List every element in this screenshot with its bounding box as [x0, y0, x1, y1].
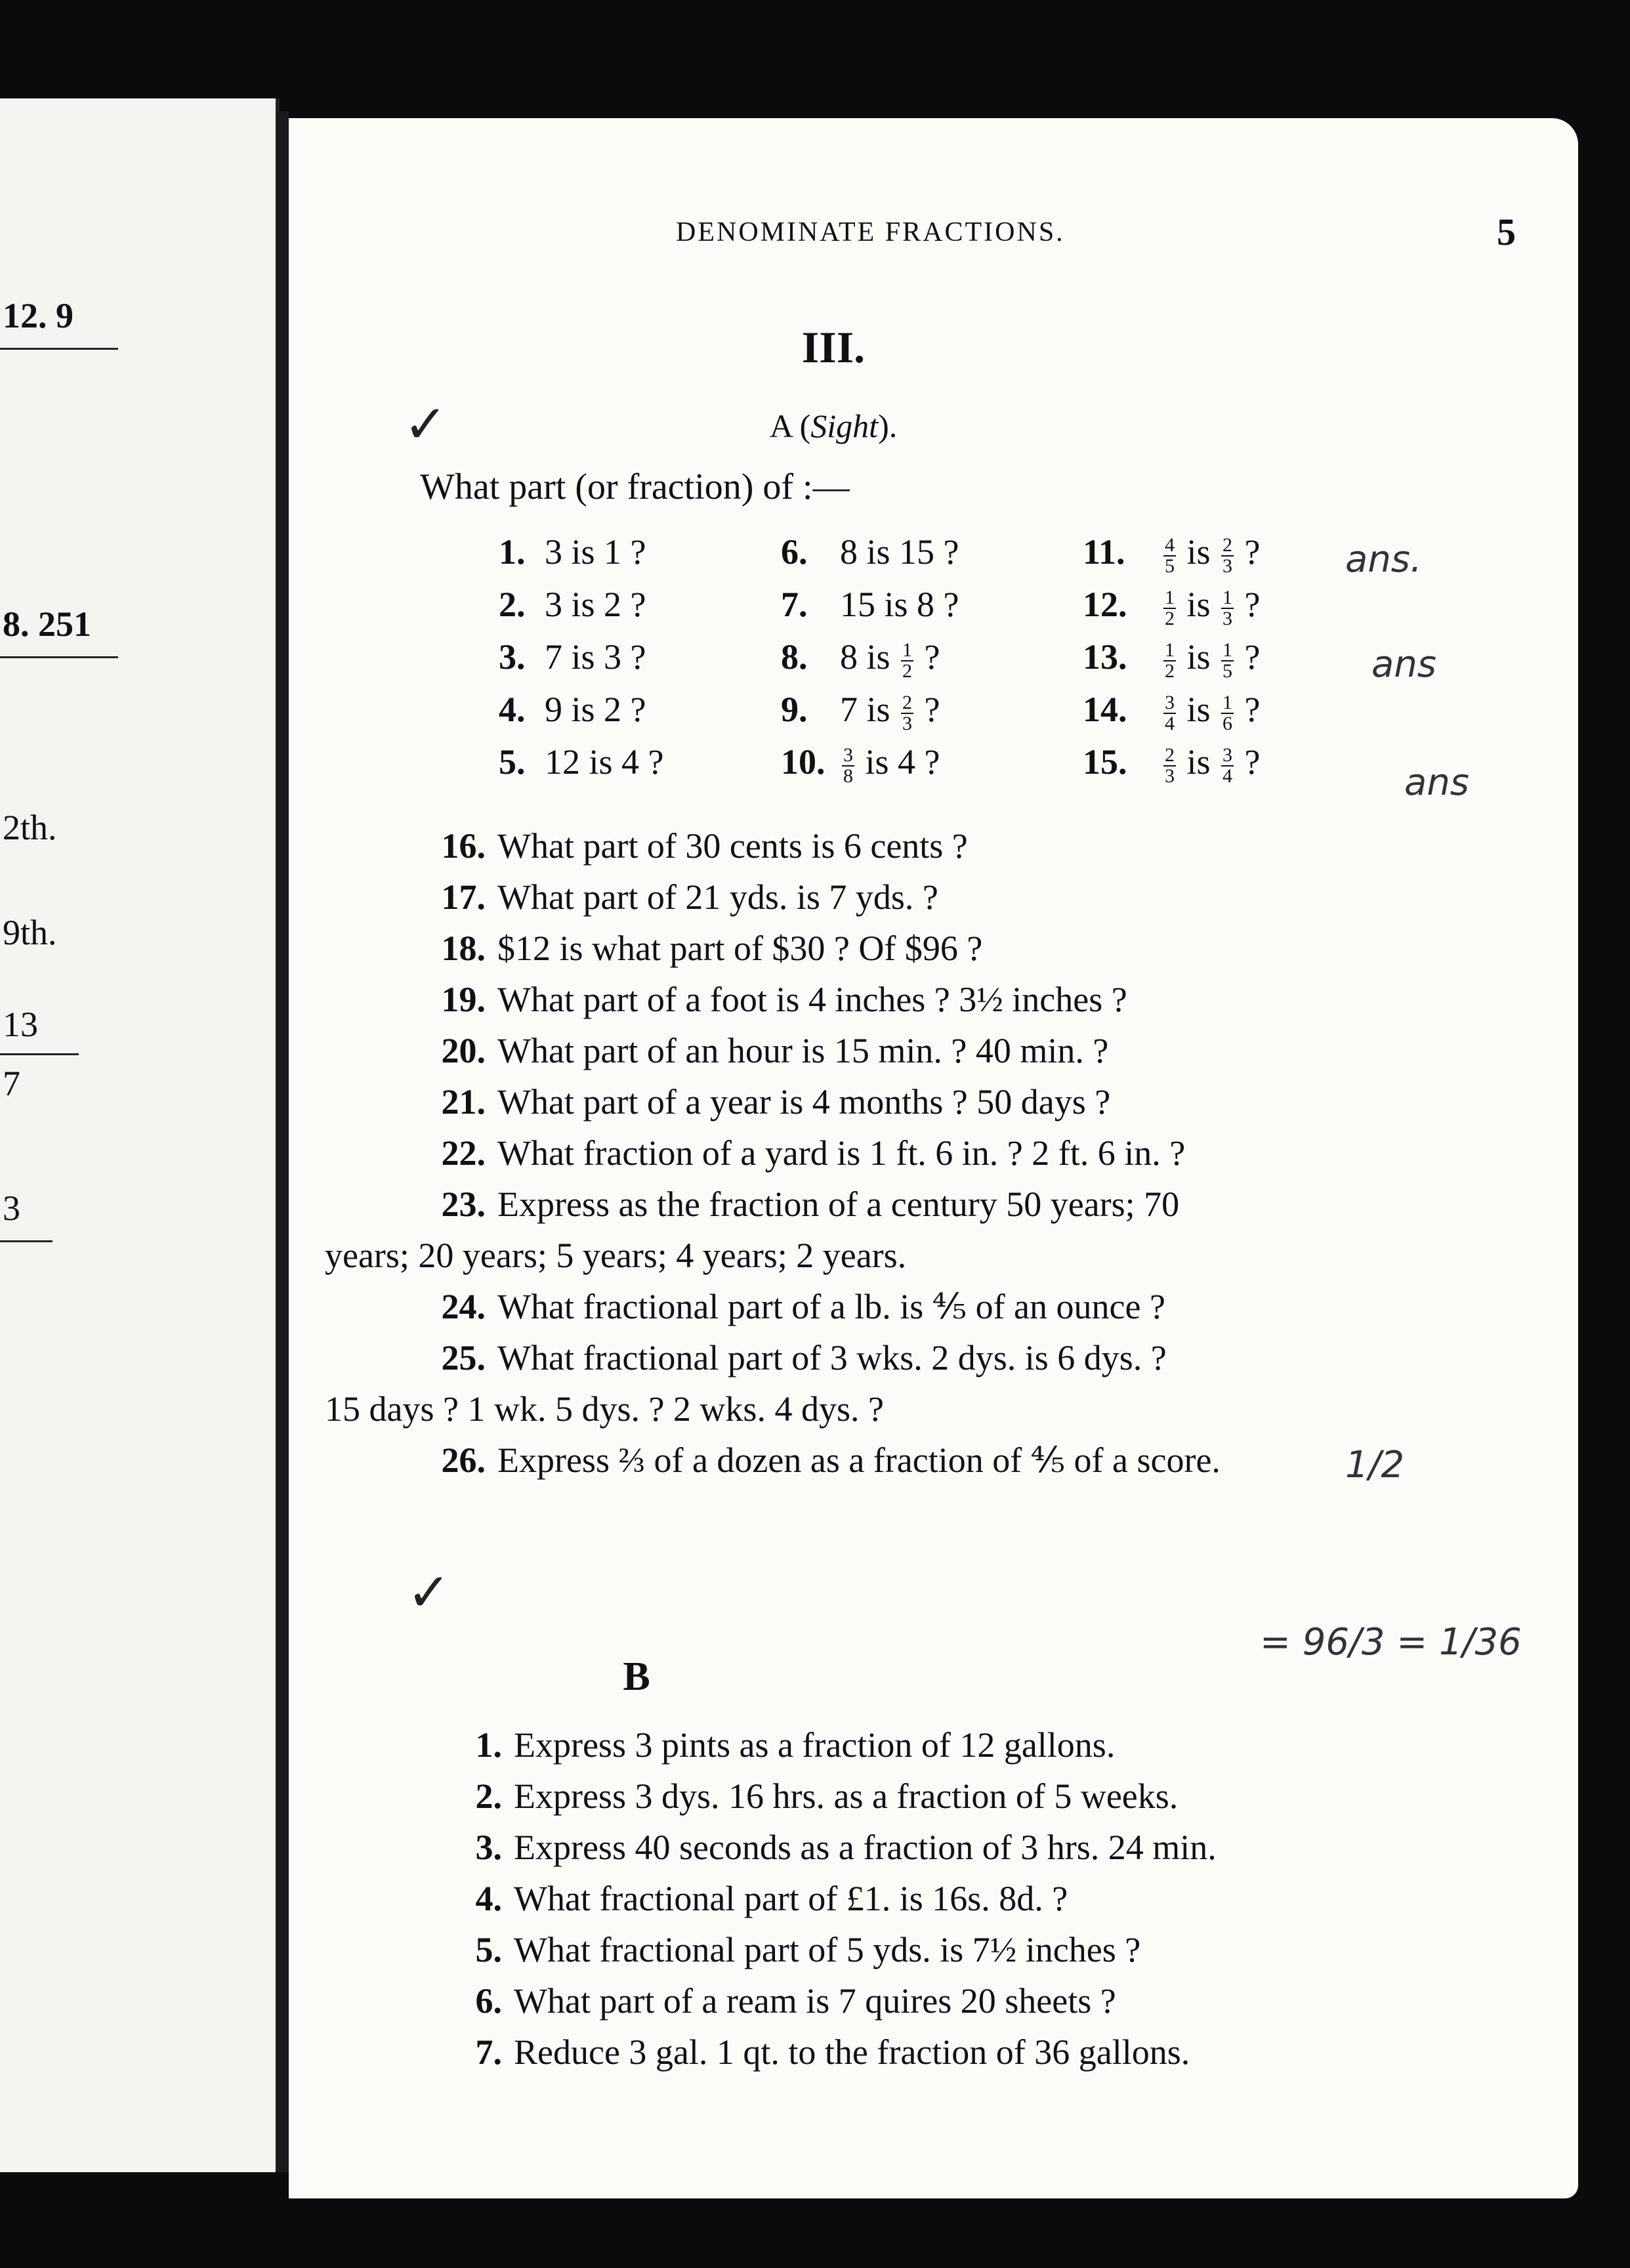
- problem-text: ?: [1236, 637, 1261, 677]
- problem-number: 24.: [441, 1287, 486, 1326]
- problem-text: 3 is 2 ?: [545, 585, 646, 624]
- section-b-title: B: [623, 1654, 650, 1699]
- problem-list-a: [325, 820, 1532, 1486]
- problem-text: years; 20 years; 5 years; 4 years; 2 years.: [325, 1236, 907, 1275]
- problem-number: 6.: [475, 1981, 502, 2021]
- problem-number: 11.: [1083, 532, 1125, 572]
- problem-text: What part of 21 yds. is 7 yds. ?: [497, 877, 938, 917]
- problem-number: 26.: [441, 1440, 486, 1480]
- intro-text: What part (or fraction) of :—: [420, 467, 850, 507]
- divider: [0, 348, 118, 350]
- problem-number: 1.: [499, 532, 526, 572]
- fraction-numerator: 2: [902, 691, 913, 713]
- fraction: [1221, 746, 1234, 786]
- problem-text: is 4 ?: [856, 742, 940, 782]
- problem-number: 1.: [475, 1725, 502, 1765]
- problem-number: 5.: [499, 742, 526, 782]
- problem-text: ?: [915, 690, 940, 729]
- fraction: [842, 746, 854, 786]
- grid-problem: [781, 637, 1083, 689]
- problem-item: [420, 1873, 1549, 1924]
- problem-text: What fractional part of 3 wks. 2 dys. is 6 dys. ?: [497, 1338, 1167, 1377]
- problem-item: [404, 1281, 1532, 1332]
- problem-item: [404, 1076, 1532, 1127]
- problem-item: [420, 1975, 1549, 2026]
- problem-text: Express ⅔ of a dozen as a fraction of ⅘ of a score.: [497, 1440, 1221, 1480]
- fraction-denominator: 3: [1165, 765, 1175, 787]
- fraction-denominator: 2: [1165, 660, 1175, 682]
- grid-problem: [1083, 742, 1411, 794]
- problem-number: 4.: [475, 1879, 502, 1918]
- problem-number: 8.: [781, 637, 808, 677]
- problem-text: ?: [1236, 532, 1261, 572]
- handwritten-note: ans.: [1345, 538, 1422, 581]
- problem-text: 7 is: [840, 690, 900, 729]
- problem-number: 23.: [441, 1185, 486, 1224]
- problem-item: [404, 1025, 1532, 1076]
- section-title: III.: [801, 322, 866, 372]
- check-mark-icon: ✓: [404, 394, 448, 455]
- fraction-numerator: 2: [1222, 534, 1233, 556]
- problem-item: [420, 1719, 1549, 1771]
- divider: [0, 1053, 79, 1055]
- fraction-denominator: 6: [1222, 712, 1233, 734]
- problem-number: 9.: [781, 690, 808, 729]
- problem-number: 5.: [475, 1930, 502, 1969]
- handwritten-note: 1/2: [1345, 1444, 1405, 1486]
- fraction: [1163, 640, 1176, 681]
- left-fragment: 12. 9: [3, 296, 73, 335]
- left-fragment: 3: [3, 1188, 20, 1228]
- problem-item: [420, 2026, 1549, 2078]
- fraction: [1221, 640, 1234, 681]
- problem-text: is: [1178, 585, 1220, 624]
- problem-text: ?: [915, 637, 940, 677]
- handwritten-note: = 96/3 = 1/36: [1260, 1621, 1522, 1664]
- fraction: [1221, 536, 1234, 576]
- grid-problem: [499, 742, 781, 794]
- grid-row: [499, 637, 1483, 689]
- problem-text: What part of a ream is 7 quires 20 sheets ?: [514, 1981, 1116, 2021]
- fraction: [1163, 536, 1176, 576]
- fraction: [1163, 746, 1176, 786]
- problem-number: 10.: [781, 742, 825, 782]
- problem-number: 21.: [441, 1082, 486, 1122]
- left-fragment: 13: [3, 1005, 38, 1044]
- problem-number: 14.: [1083, 690, 1127, 729]
- grid-row: [499, 584, 1483, 637]
- problem-item: [404, 1127, 1532, 1179]
- problem-text: Express 3 pints as a fraction of 12 gallons.: [514, 1725, 1116, 1765]
- left-fragment: 2th.: [3, 808, 57, 847]
- problem-text: is: [1178, 742, 1220, 782]
- problem-text: 15 is 8 ?: [840, 585, 959, 624]
- problem-text: What fractional part of a lb. is ⅘ of an ounce ?: [497, 1287, 1165, 1326]
- fraction-numerator: 1: [902, 639, 913, 661]
- problem-text: is: [1178, 637, 1220, 677]
- problem-number: 4.: [499, 690, 526, 729]
- fraction: [1163, 693, 1176, 734]
- left-fragment: 7: [3, 1064, 20, 1103]
- problem-item: [404, 1179, 1532, 1230]
- grid-row: [499, 689, 1483, 742]
- grid-problem: [781, 532, 1083, 584]
- fraction-denominator: 4: [1222, 765, 1233, 787]
- grid-row: [499, 742, 1483, 794]
- fraction: [901, 693, 913, 734]
- problem-item: [420, 1822, 1549, 1873]
- page-header: [289, 211, 1578, 262]
- grid-problem: [1083, 689, 1411, 742]
- fraction-numerator: 1: [1165, 639, 1175, 661]
- check-mark-icon: ✓: [407, 1562, 451, 1623]
- fraction-numerator: 4: [1165, 534, 1175, 556]
- problem-item: [420, 1924, 1549, 1975]
- problem-text: 8 is: [840, 637, 900, 677]
- fraction-numerator: 1: [1222, 639, 1233, 661]
- left-fragment: 9th.: [3, 913, 57, 952]
- problem-text: 9 is 2 ?: [545, 690, 646, 729]
- book-page: [289, 118, 1578, 2198]
- problem-number: 25.: [441, 1338, 486, 1377]
- grid-problem: [781, 742, 1083, 794]
- grid-problem: [499, 637, 781, 689]
- fraction: [901, 640, 913, 681]
- problem-number: 3.: [475, 1828, 502, 1867]
- grid-problem: [499, 689, 781, 742]
- left-page: [0, 98, 280, 2172]
- fraction-numerator: 1: [1222, 691, 1233, 713]
- problem-item: [404, 820, 1532, 872]
- fraction-numerator: 1: [1222, 586, 1233, 608]
- problem-number: 7.: [475, 2032, 502, 2072]
- subtitle-letter: A: [769, 408, 792, 444]
- grid-problem: [781, 689, 1083, 742]
- fraction-denominator: 3: [1222, 607, 1233, 629]
- grid-problem: [499, 584, 781, 637]
- running-title: DENOMINATE FRACTIONS.: [676, 217, 1065, 247]
- problem-text: ?: [1236, 742, 1261, 782]
- fraction-numerator: 1: [1165, 586, 1175, 608]
- divider: [0, 1240, 52, 1242]
- problem-number: 18.: [441, 929, 486, 968]
- fraction-denominator: 8: [843, 765, 853, 787]
- problem-continuation: [325, 1230, 1532, 1281]
- problem-text: 8 is 15 ?: [840, 532, 959, 572]
- problem-text: Express 40 seconds as a fraction of 3 hrs. 24 min.: [514, 1828, 1217, 1867]
- divider: [0, 656, 118, 658]
- page-number: 5: [1497, 211, 1516, 253]
- problem-number: 13.: [1083, 637, 1127, 677]
- grid-problem: [781, 584, 1083, 637]
- problem-item: [420, 1771, 1549, 1822]
- problem-text: $12 is what part of $30 ? Of $96 ?: [497, 929, 983, 968]
- fraction-denominator: 4: [1165, 712, 1175, 734]
- problem-text: is: [1178, 532, 1220, 572]
- problem-text: 12 is 4 ?: [545, 742, 664, 782]
- fraction-denominator: 5: [1222, 660, 1233, 682]
- grid-row: [499, 532, 1483, 584]
- problem-text: ?: [1236, 690, 1261, 729]
- problem-text: is: [1178, 690, 1220, 729]
- problem-number: 22.: [441, 1133, 486, 1173]
- problem-item: [404, 872, 1532, 923]
- problem-text: 7 is 3 ?: [545, 637, 646, 677]
- fraction-numerator: 3: [1165, 691, 1175, 713]
- fraction: [1221, 693, 1234, 734]
- problem-number: 12.: [1083, 585, 1127, 624]
- problem-text: What part of an hour is 15 min. ? 40 min. ?: [497, 1031, 1109, 1070]
- problem-number: 16.: [441, 826, 486, 866]
- grid-problem: [499, 532, 781, 584]
- fraction-denominator: 3: [902, 712, 913, 734]
- book-gutter: [276, 112, 289, 2172]
- problem-number: 19.: [441, 980, 486, 1019]
- problem-item: [404, 1332, 1532, 1383]
- problem-number: 7.: [781, 585, 808, 624]
- problem-number: 2.: [475, 1776, 502, 1816]
- handwritten-note: ans: [1371, 643, 1436, 686]
- problem-number: 20.: [441, 1031, 486, 1070]
- fraction-numerator: 2: [1165, 744, 1175, 766]
- problem-item: [404, 923, 1532, 974]
- problem-text: What part of 30 cents is 6 cents ?: [497, 826, 968, 866]
- subtitle-italic: Sight: [810, 408, 879, 444]
- problem-number: 6.: [781, 532, 808, 572]
- problem-text: What part of a foot is 4 inches ? 3½ inches ?: [497, 980, 1127, 1019]
- fraction-denominator: 2: [1165, 607, 1175, 629]
- problem-text: What fraction of a yard is 1 ft. 6 in. ? 2 ft. 6 in. ?: [497, 1133, 1186, 1173]
- problem-continuation: [325, 1383, 1532, 1435]
- grid-problem: [1083, 637, 1411, 689]
- fraction-denominator: 3: [1222, 555, 1233, 577]
- problem-text: Express 3 dys. 16 hrs. as a fraction of 5 weeks.: [514, 1776, 1179, 1816]
- problem-text: What part of a year is 4 months ? 50 days ?: [497, 1082, 1111, 1122]
- fraction-denominator: 2: [902, 660, 913, 682]
- section-subtitle: A (Sight).: [769, 408, 898, 444]
- problem-text: 15 days ? 1 wk. 5 dys. ? 2 wks. 4 dys. ?: [325, 1389, 884, 1429]
- problem-number: 3.: [499, 637, 526, 677]
- fraction: [1221, 588, 1234, 629]
- problem-list-b: [420, 1719, 1549, 2078]
- handwritten-note: ans: [1404, 761, 1469, 804]
- problem-text: ?: [1236, 585, 1261, 624]
- fraction-numerator: 3: [1222, 744, 1233, 766]
- problem-text: 3 is 1 ?: [545, 532, 646, 572]
- left-fragment: 8. 251: [3, 604, 91, 644]
- problem-text: What fractional part of £1. is 16s. 8d. ?: [514, 1879, 1068, 1918]
- fraction: [1163, 588, 1176, 629]
- problem-number: 2.: [499, 585, 526, 624]
- problem-text: What fractional part of 5 yds. is 7½ inches ?: [514, 1930, 1141, 1969]
- problem-text: Reduce 3 gal. 1 qt. to the fraction of 36 gallons.: [514, 2032, 1190, 2072]
- fraction-numerator: 3: [843, 744, 853, 766]
- problem-number: 15.: [1083, 742, 1127, 782]
- sight-problem-grid: [499, 532, 1483, 794]
- grid-problem: [1083, 584, 1411, 637]
- problem-number: 17.: [441, 877, 486, 917]
- fraction-denominator: 5: [1165, 555, 1175, 577]
- problem-text: Express as the fraction of a century 50 years; 70: [497, 1185, 1180, 1224]
- problem-item: [404, 974, 1532, 1025]
